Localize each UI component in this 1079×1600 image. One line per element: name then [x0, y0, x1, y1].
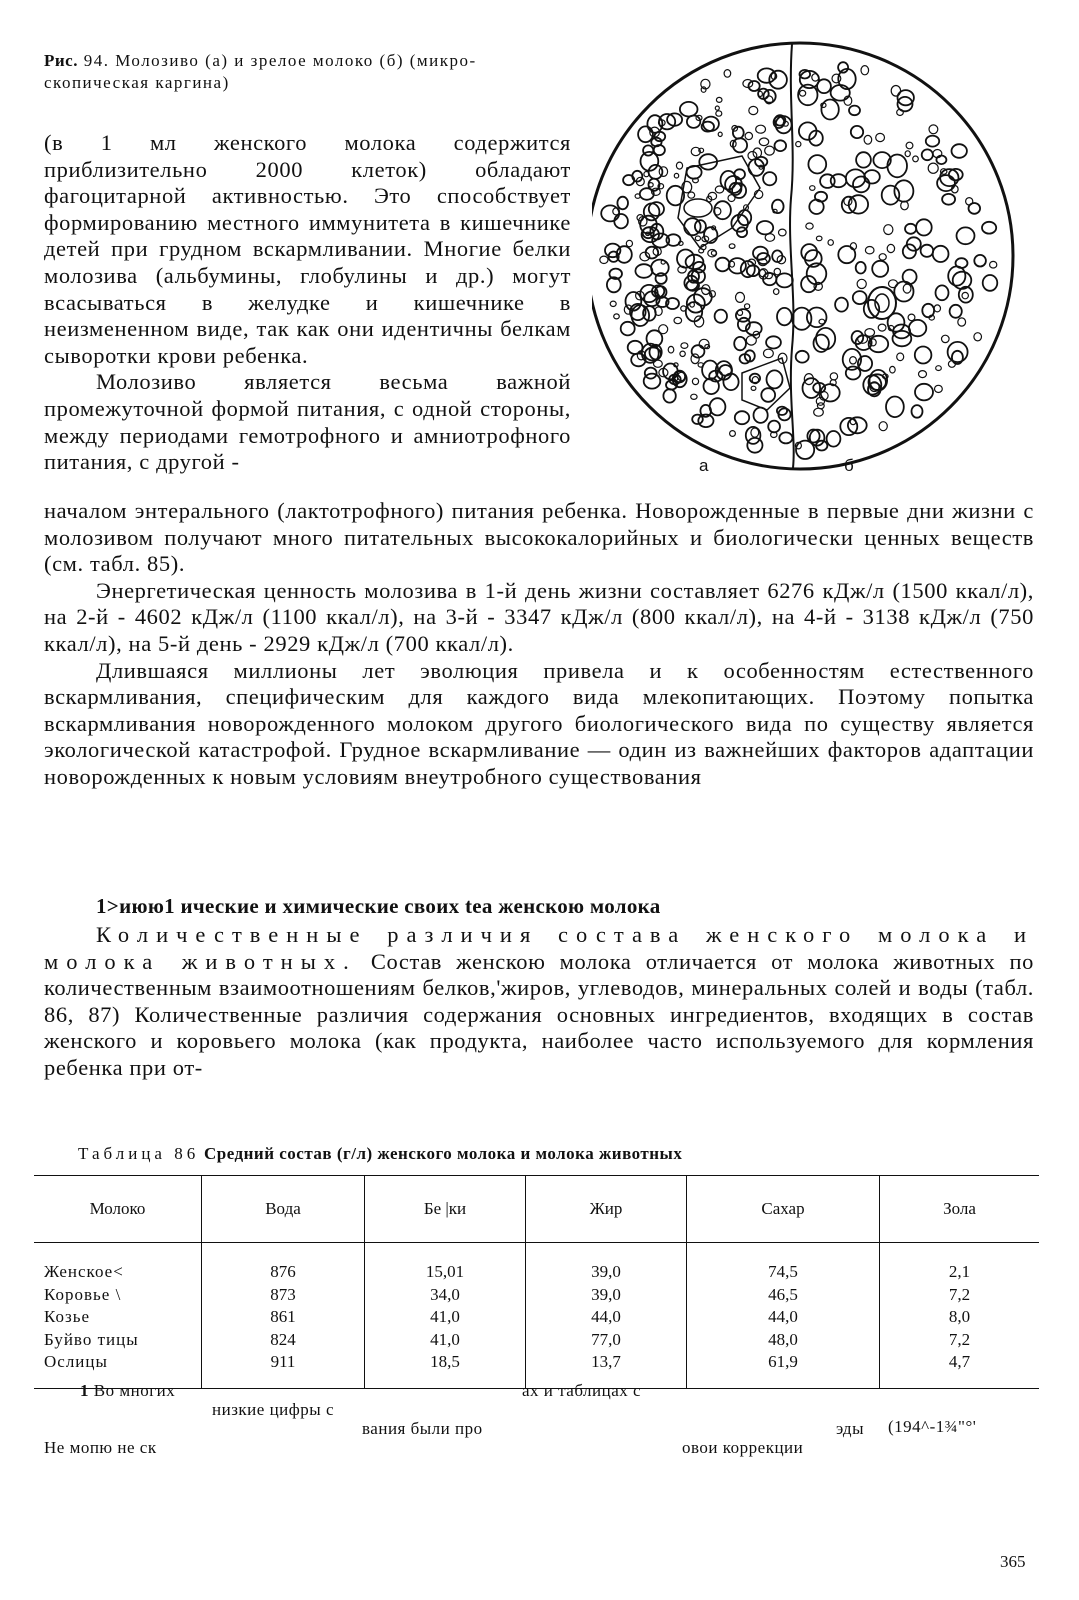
- table-cell: Женское<: [44, 1262, 124, 1281]
- footnote-fragment: Не мопю не ск: [44, 1438, 157, 1457]
- table-cell: 41,0: [430, 1307, 460, 1326]
- table-column-fat: [526, 1243, 687, 1389]
- footnote-fragment: эды: [836, 1419, 864, 1438]
- column-text: [44, 130, 571, 476]
- paragraph-text: Состав женскою молока отличается от молока животных по количественным взаимоотношениям белков,'жиров, углеводов, минеральных солей и воды (табл. 86, 87) Количественные различия содержания основных ингредиентов, входящих в состав женского и коровьего молока (как продукта, наиболее часто используемого для кормления ребенка при от-: [44, 948, 1034, 1080]
- table-column-sugar: [687, 1243, 880, 1389]
- table-cell: 61,9: [768, 1352, 798, 1371]
- table-cell: 34,0: [430, 1284, 460, 1304]
- section-body: [44, 922, 1034, 1082]
- table-cell: Буйво тицы: [44, 1329, 139, 1349]
- table-cell: 911: [270, 1352, 296, 1371]
- footnote-fragment: (194^-1¾"°': [888, 1417, 977, 1436]
- table-cell: 861: [270, 1307, 296, 1326]
- figure-label-a: а: [699, 456, 709, 475]
- column-header: Вода: [202, 1176, 365, 1243]
- table-column-milk: [34, 1243, 202, 1389]
- footnote-number: 1: [80, 1381, 89, 1400]
- table-column-protein: [365, 1243, 526, 1389]
- footnote-fragment: низкие цифры с: [212, 1400, 334, 1419]
- table-column-water: [202, 1243, 365, 1389]
- table-cell: Ослицы: [44, 1352, 108, 1371]
- table-cell: 824: [270, 1329, 296, 1349]
- table-cell: 74,5: [768, 1262, 798, 1281]
- table-header-row: [34, 1176, 1039, 1243]
- caption-text: 94. Молозиво (а) и зрелое молоко (б) (микро- скопическая каргина): [44, 51, 477, 92]
- column-header: Бе |ки: [365, 1176, 526, 1243]
- table-cell: 41,0: [430, 1329, 460, 1349]
- caption-label: Рис.: [44, 51, 78, 70]
- table-caption: Средний состав (г/л) женского молока и молока животных: [203, 1144, 683, 1163]
- table-cell: 15,01: [425, 1262, 465, 1281]
- table-cell: 7,2: [948, 1329, 971, 1349]
- table-cell: 48,0: [768, 1329, 798, 1349]
- spaced-term: Количественные различия состава женского молока и молока животных.: [44, 922, 1034, 974]
- microscopy-figure: [592, 38, 1040, 498]
- paragraph: [44, 922, 1034, 1082]
- footnote-text: [80, 1381, 175, 1401]
- table-cell: Коровье \: [44, 1284, 122, 1304]
- table-body: [34, 1243, 1039, 1389]
- table-cell: 873: [270, 1284, 296, 1304]
- page-number: 365: [1000, 1552, 1026, 1571]
- paragraph: Длившаяся миллионы лет эволюция привела и к особенностям естественного вскармливания, специфическим для каждого вида млекопитающих. Поэтому попытка вскармливания новорожденного молоком другого биологического вида по существу является экологической катастрофой. Грудное вскармливание — один из важнейших факторов адаптации новорожденных к новым условиям внеутробного существования: [44, 657, 1034, 789]
- column-header: Зола: [880, 1176, 1040, 1243]
- paragraph: (в 1 мл женского молока содержится приблизительно 2000 клеток) обладают фагоцитарной активностью. Это способствует формированию местного иммунитета в кишечнике детей при грудном вскармливании. Многие белки молозива (альбумины, глобулины и др.) могут всасываться в желудке и кишечнике в неизмененном виде, так как они идентичны белкам сыворотки крови ребенка.: [44, 130, 571, 368]
- table-column-ash: [880, 1243, 1040, 1389]
- footnote-fragment: вания были про: [362, 1419, 483, 1438]
- footnote-fragment: овои коррекции: [682, 1438, 804, 1457]
- table-cell: 13,7: [591, 1352, 621, 1371]
- table-cell: 44,0: [768, 1307, 798, 1326]
- paragraph: Энергетическая ценность молозива в 1-й день жизни составляет 6276 кДж/л (1500 ккал/л), на 2-й - 4602 кДж/л (1100 ккал/л), на 3-й - 3347 кДж/л (800 ккал/л), на 4-й - 3138 кДж/л (750 ккал/л), на 5-й день - 2929 кДж/л (700 ккал/л).: [44, 577, 1034, 656]
- footnote-fragment: ах и таблицах с: [522, 1381, 642, 1400]
- table-cell: 18,5: [430, 1352, 460, 1371]
- table-cell: Козье: [44, 1307, 91, 1326]
- section-heading: 1>июю1 ические и химические своих tea женскою молока: [96, 894, 661, 918]
- table-cell: 44,0: [591, 1307, 621, 1326]
- table-cell: 8,0: [948, 1307, 971, 1326]
- body-text: [44, 498, 1034, 791]
- table-cell: 2,1: [948, 1262, 971, 1281]
- table-label: Таблица 86: [78, 1144, 200, 1163]
- microscopy-illustration: [592, 38, 1040, 498]
- table-title: [78, 1144, 1038, 1164]
- table-cell: 77,0: [591, 1329, 621, 1349]
- paragraph: началом энтерального (лактотрофного) питания ребенка. Новорожденные в первые дни жизни с молозивом получают много питательных высококалорийных и биологически ценных веществ (см. табл. 85).: [44, 498, 1034, 577]
- table-cell: 4,7: [948, 1352, 971, 1371]
- paragraph: Молозиво является весьма важной промежуточной формой питания, с одной стороны, между периодами гемотрофного и амниотрофного питания, с другой -: [44, 369, 571, 475]
- column-header: Молоко: [34, 1176, 202, 1243]
- table-cell: 876: [270, 1262, 296, 1281]
- table-cell: 46,5: [768, 1284, 798, 1304]
- column-header: Жир: [526, 1176, 687, 1243]
- table-cell: 7,2: [948, 1284, 971, 1304]
- figure-label-b: б: [844, 456, 854, 475]
- table-cell: 39,0: [591, 1262, 621, 1281]
- composition-table: [34, 1175, 1039, 1389]
- figure-caption: [44, 50, 564, 94]
- table-cell: 39,0: [591, 1284, 621, 1304]
- column-header: Сахар: [687, 1176, 880, 1243]
- footnote-fragment: Во многих: [93, 1381, 176, 1400]
